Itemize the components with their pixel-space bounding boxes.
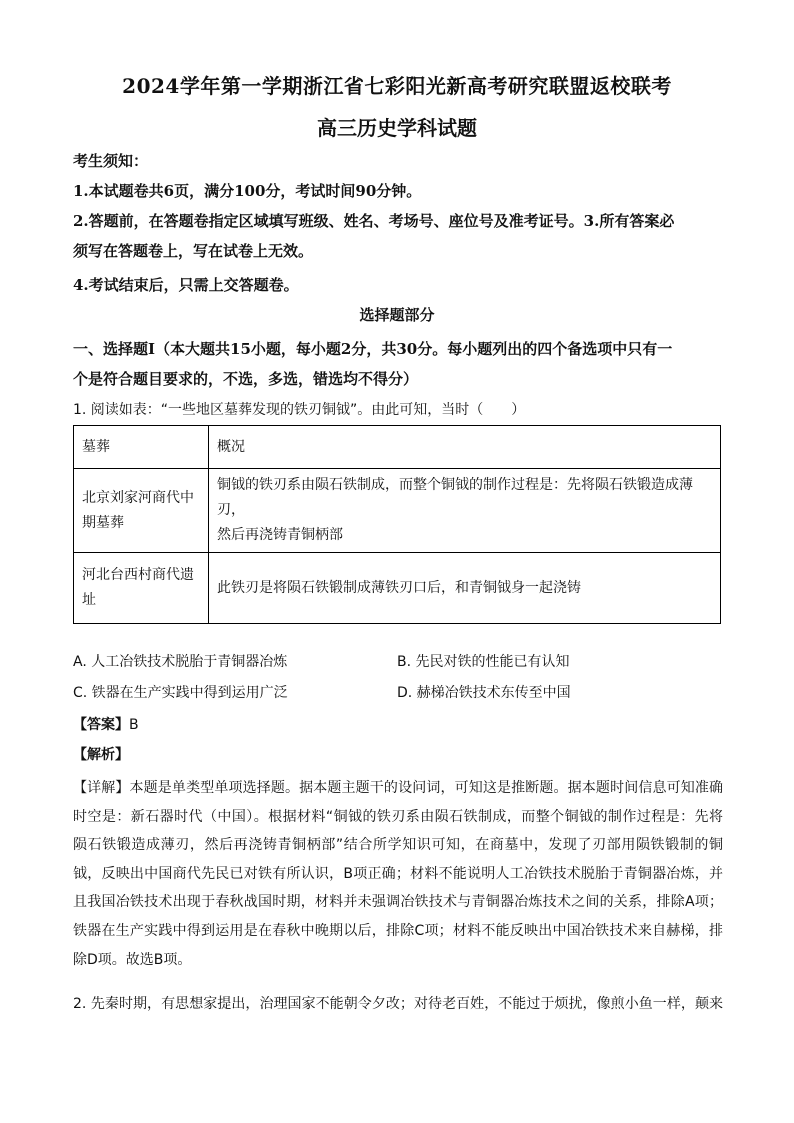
analysis-line: 陨石铁锻造成薄刃，然后再浇铸青铜柄部”结合所学知识可知，在商墓中，发现了刃部用陨铁锻制的铜	[73, 837, 723, 854]
cell-text: 北京刘家河商代中	[82, 489, 194, 506]
cell-text: 然后再浇铸青铜柄部	[217, 527, 343, 543]
cell-text: 铜钺的铁刃系由陨石铁制成，而整个铜钺的制作过程是：先将陨石铁锻造成薄刃，	[217, 477, 693, 518]
notice-heading: 考生须知：	[73, 152, 149, 170]
table-cell-desc	[209, 553, 721, 624]
option-c: C. 铁器在生产实践中得到运用广泛	[73, 685, 288, 701]
notice-item-1: 1.本试题卷共6页，满分100分，考试时间90分钟。	[73, 182, 422, 200]
analysis-line: 且我国冶铁技术出现于春秋战国时期，材料并未强调冶铁技术与青铜器冶炼技术之间的关系，排除A项；	[73, 894, 723, 911]
table-row	[74, 469, 721, 553]
table-cell-tomb	[74, 469, 209, 553]
analysis-line: 钺，反映出中国商代先民已对铁有所认识，B项正确；材料不能说明人工冶铁技术脱胎于青铜器冶炼，并	[73, 865, 723, 882]
notice-item-3: 须写在答题卷上，写在试卷上无效。	[73, 242, 314, 260]
notice-item-2: 2.答题前，在答题卷指定区域填写班级、姓名、考场号、座位号及准考证号。3.所有答案必	[73, 212, 675, 230]
option-b: B. 先民对铁的性能已有认知	[397, 654, 570, 670]
answer-value: B	[129, 717, 139, 733]
section-heading: 选择题部分	[359, 306, 435, 324]
answer-line	[73, 714, 139, 736]
table-row	[74, 553, 721, 624]
option-a: A. 人工冶铁技术脱胎于青铜器冶炼	[73, 654, 288, 670]
cell-text: 址	[82, 592, 96, 608]
table-header-row	[74, 426, 721, 469]
part-instructions	[73, 334, 723, 394]
option-d: D. 赫梯冶铁技术东传至中国	[397, 685, 571, 701]
part-instructions-line-1: 一、选择题Ⅰ（本大题共15小题，每小题2分，共30分。每小题列出的四个备选项中只有一	[73, 340, 673, 358]
analysis-line: 铁器在生产实践中得到运用是在春秋中晚期以后，排除C项；材料不能反映出中国冶铁技术来自赫梯，排	[73, 922, 723, 939]
question-2-stem: 2. 先秦时期，有思想家提出，治理国家不能朝令夕改；对待老百姓，不能过于烦扰，像煎小鱼一样，颠来	[73, 996, 723, 1012]
exam-subtitle: 高三历史学科试题	[317, 116, 477, 140]
analysis-detail	[73, 774, 723, 974]
answer-label: 【答案】	[73, 717, 129, 733]
question-1-stem: 1. 阅读如表：“一些地区墓葬发现的铁刃铜钺”。由此可知，当时（ ）	[73, 402, 526, 418]
analysis-line: 除D项。故选B项。	[73, 951, 192, 968]
analysis-line: 【详解】本题是单类型单项选择题。据本题主题干的设问词，可知这是推断题。据本题时间信息可知准确	[73, 780, 723, 796]
tomb-table	[73, 425, 721, 624]
table-cell-tomb	[74, 553, 209, 624]
analysis-label: 【解析】	[73, 747, 129, 763]
table-cell-desc	[209, 469, 721, 553]
cell-text: 期墓葬	[82, 514, 124, 531]
analysis-line: 时空是：新石器时代（中国）。根据材料“铜钺的铁刃系由陨石铁制成，而整个铜钺的制作过程是：先将	[73, 808, 723, 825]
notice-item-4: 4.考试结束后，只需上交答题卷。	[73, 276, 299, 294]
cell-text: 此铁刃是将陨石铁锻制成薄铁刃口后，和青铜钺身一起浇铸	[217, 579, 581, 596]
table-header-cell: 概况	[209, 426, 721, 469]
exam-title: 2024学年第一学期浙江省七彩阳光新高考研究联盟返校联考	[122, 74, 672, 98]
cell-text: 河北台西村商代遗	[82, 567, 194, 583]
table-header-cell: 墓葬	[74, 426, 209, 469]
part-instructions-line-2: 个是符合题目要求的，不选，多选，错选均不得分）	[73, 370, 419, 388]
